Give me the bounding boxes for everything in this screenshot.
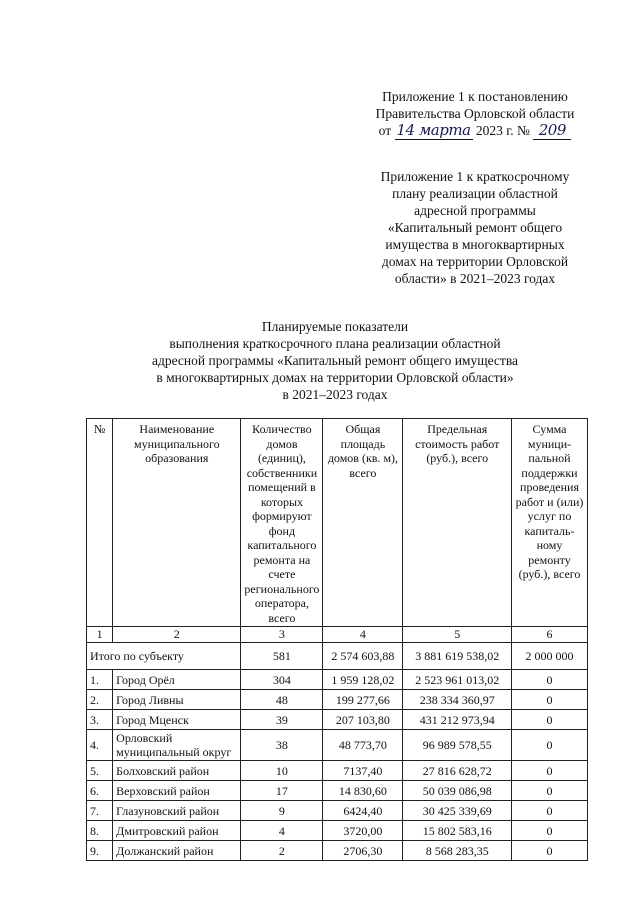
indicators-table xyxy=(86,418,588,861)
row-number: 2. xyxy=(87,690,113,710)
table-row xyxy=(87,761,588,781)
index-cell: 4 xyxy=(323,627,403,643)
index-cell: 5 xyxy=(403,627,512,643)
table-row xyxy=(87,730,588,761)
row-support: 0 xyxy=(512,781,588,801)
table-row xyxy=(87,841,588,861)
appendix-line-3: адресной программы xyxy=(414,203,536,218)
title-line-2: выполнения краткосрочного плана реализации областной xyxy=(169,336,501,351)
table-row xyxy=(87,710,588,730)
index-cell: 1 xyxy=(87,627,113,643)
row-area: 48 773,70 xyxy=(323,730,403,761)
approval-date-line xyxy=(355,122,595,140)
row-cost: 2 523 961 013,02 xyxy=(403,670,512,690)
row-number: 5. xyxy=(87,761,113,781)
row-cost: 27 816 628,72 xyxy=(403,761,512,781)
row-support: 0 xyxy=(512,710,588,730)
title-line-1: Планируемые показатели xyxy=(261,319,409,334)
row-support: 0 xyxy=(512,801,588,821)
total-count: 581 xyxy=(241,643,323,670)
total-area: 2 574 603,88 xyxy=(323,643,403,670)
approval-year: 2023 г. № xyxy=(475,123,530,138)
approval-block xyxy=(355,88,595,140)
appendix-line-5: имущества в многоквартирных xyxy=(385,237,565,252)
total-support: 2 000 000 xyxy=(512,643,588,670)
row-number: 3. xyxy=(87,710,113,730)
row-support: 0 xyxy=(512,761,588,781)
appendix-line-7: области» в 2021–2023 годах xyxy=(394,271,556,286)
row-cost: 50 039 086,98 xyxy=(403,781,512,801)
row-cost: 8 568 283,35 xyxy=(403,841,512,861)
row-count: 2 xyxy=(241,841,323,861)
row-number: 4. xyxy=(87,730,113,761)
approval-line-1: Приложение 1 к постановлению xyxy=(382,89,568,104)
header-num: № xyxy=(87,419,113,627)
row-municipality: Орловский муниципальный округ xyxy=(113,730,241,761)
row-area: 6424,40 xyxy=(323,801,403,821)
title-line-3: адресной программы «Капитальный ремонт общего имущества xyxy=(151,353,519,368)
row-count: 17 xyxy=(241,781,323,801)
row-support: 0 xyxy=(512,690,588,710)
row-municipality: Дмитровский район xyxy=(113,821,241,841)
row-area: 207 103,80 xyxy=(323,710,403,730)
row-municipality: Глазуновский район xyxy=(113,801,241,821)
title-line-5: в 2021–2023 годах xyxy=(282,387,388,402)
row-count: 38 xyxy=(241,730,323,761)
header-cost: Предельная стоимость работ (руб.), всего xyxy=(403,419,512,627)
index-row xyxy=(87,627,588,643)
row-cost: 15 802 583,16 xyxy=(403,821,512,841)
appendix-line-6: домах на территории Орловской xyxy=(381,254,569,269)
row-cost: 30 425 339,69 xyxy=(403,801,512,821)
row-area: 199 277,66 xyxy=(323,690,403,710)
row-area: 3720,00 xyxy=(323,821,403,841)
document-title xyxy=(130,318,540,403)
header-count: Количество домов (единиц), собственники помещений в которых формируют фонд капитального ремонта на счете регионального оператора, всего xyxy=(241,419,323,627)
appendix-line-1: Приложение 1 к краткосрочному xyxy=(380,169,570,184)
appendix-line-2: плану реализации областной xyxy=(392,186,558,201)
total-cost: 3 881 619 538,02 xyxy=(403,643,512,670)
row-number: 9. xyxy=(87,841,113,861)
table-row xyxy=(87,690,588,710)
table-row xyxy=(87,821,588,841)
row-municipality: Город Мценск xyxy=(113,710,241,730)
row-number: 8. xyxy=(87,821,113,841)
row-count: 10 xyxy=(241,761,323,781)
row-cost: 96 989 578,55 xyxy=(403,730,512,761)
table-row xyxy=(87,801,588,821)
table-header-row xyxy=(87,419,588,627)
row-municipality: Должанский район xyxy=(113,841,241,861)
appendix-line-4: «Капитальный ремонт общего xyxy=(387,220,563,235)
index-cell: 3 xyxy=(241,627,323,643)
row-number: 1. xyxy=(87,670,113,690)
row-support: 0 xyxy=(512,841,588,861)
header-support: Сумма муници-пальной поддержки проведения работ и (или) услуг по капиталь-ному ремонту (руб.), всего xyxy=(512,419,588,627)
row-municipality: Верховский район xyxy=(113,781,241,801)
row-count: 48 xyxy=(241,690,323,710)
title-line-4: в многоквартирных домах на территории Орловской области» xyxy=(156,370,514,385)
row-count: 304 xyxy=(241,670,323,690)
row-area: 1 959 128,02 xyxy=(323,670,403,690)
appendix-block xyxy=(355,168,595,287)
header-area: Общая площадь домов (кв. м), всего xyxy=(323,419,403,627)
row-area: 7137,40 xyxy=(323,761,403,781)
table-row xyxy=(87,781,588,801)
row-cost: 238 334 360,97 xyxy=(403,690,512,710)
index-cell: 6 xyxy=(512,627,588,643)
index-cell: 2 xyxy=(113,627,241,643)
row-count: 9 xyxy=(241,801,323,821)
row-area: 14 830,60 xyxy=(323,781,403,801)
handwritten-date: 14 марта xyxy=(396,121,471,139)
row-support: 0 xyxy=(512,670,588,690)
row-number: 6. xyxy=(87,781,113,801)
row-municipality: Город Ливны xyxy=(113,690,241,710)
row-municipality: Болховский район xyxy=(113,761,241,781)
total-row xyxy=(87,643,588,670)
row-cost: 431 212 973,94 xyxy=(403,710,512,730)
header-name: Наименование муниципального образования xyxy=(113,419,241,627)
row-number: 7. xyxy=(87,801,113,821)
total-label: Итого по субъекту xyxy=(87,643,241,670)
row-municipality: Город Орёл xyxy=(113,670,241,690)
row-count: 4 xyxy=(241,821,323,841)
row-support: 0 xyxy=(512,730,588,761)
row-count: 39 xyxy=(241,710,323,730)
table-row xyxy=(87,670,588,690)
approval-line-2: Правительства Орловской области xyxy=(375,106,575,121)
row-support: 0 xyxy=(512,821,588,841)
row-area: 2706,30 xyxy=(323,841,403,861)
approval-prefix: от xyxy=(378,123,392,138)
handwritten-number: 209 xyxy=(538,121,566,139)
